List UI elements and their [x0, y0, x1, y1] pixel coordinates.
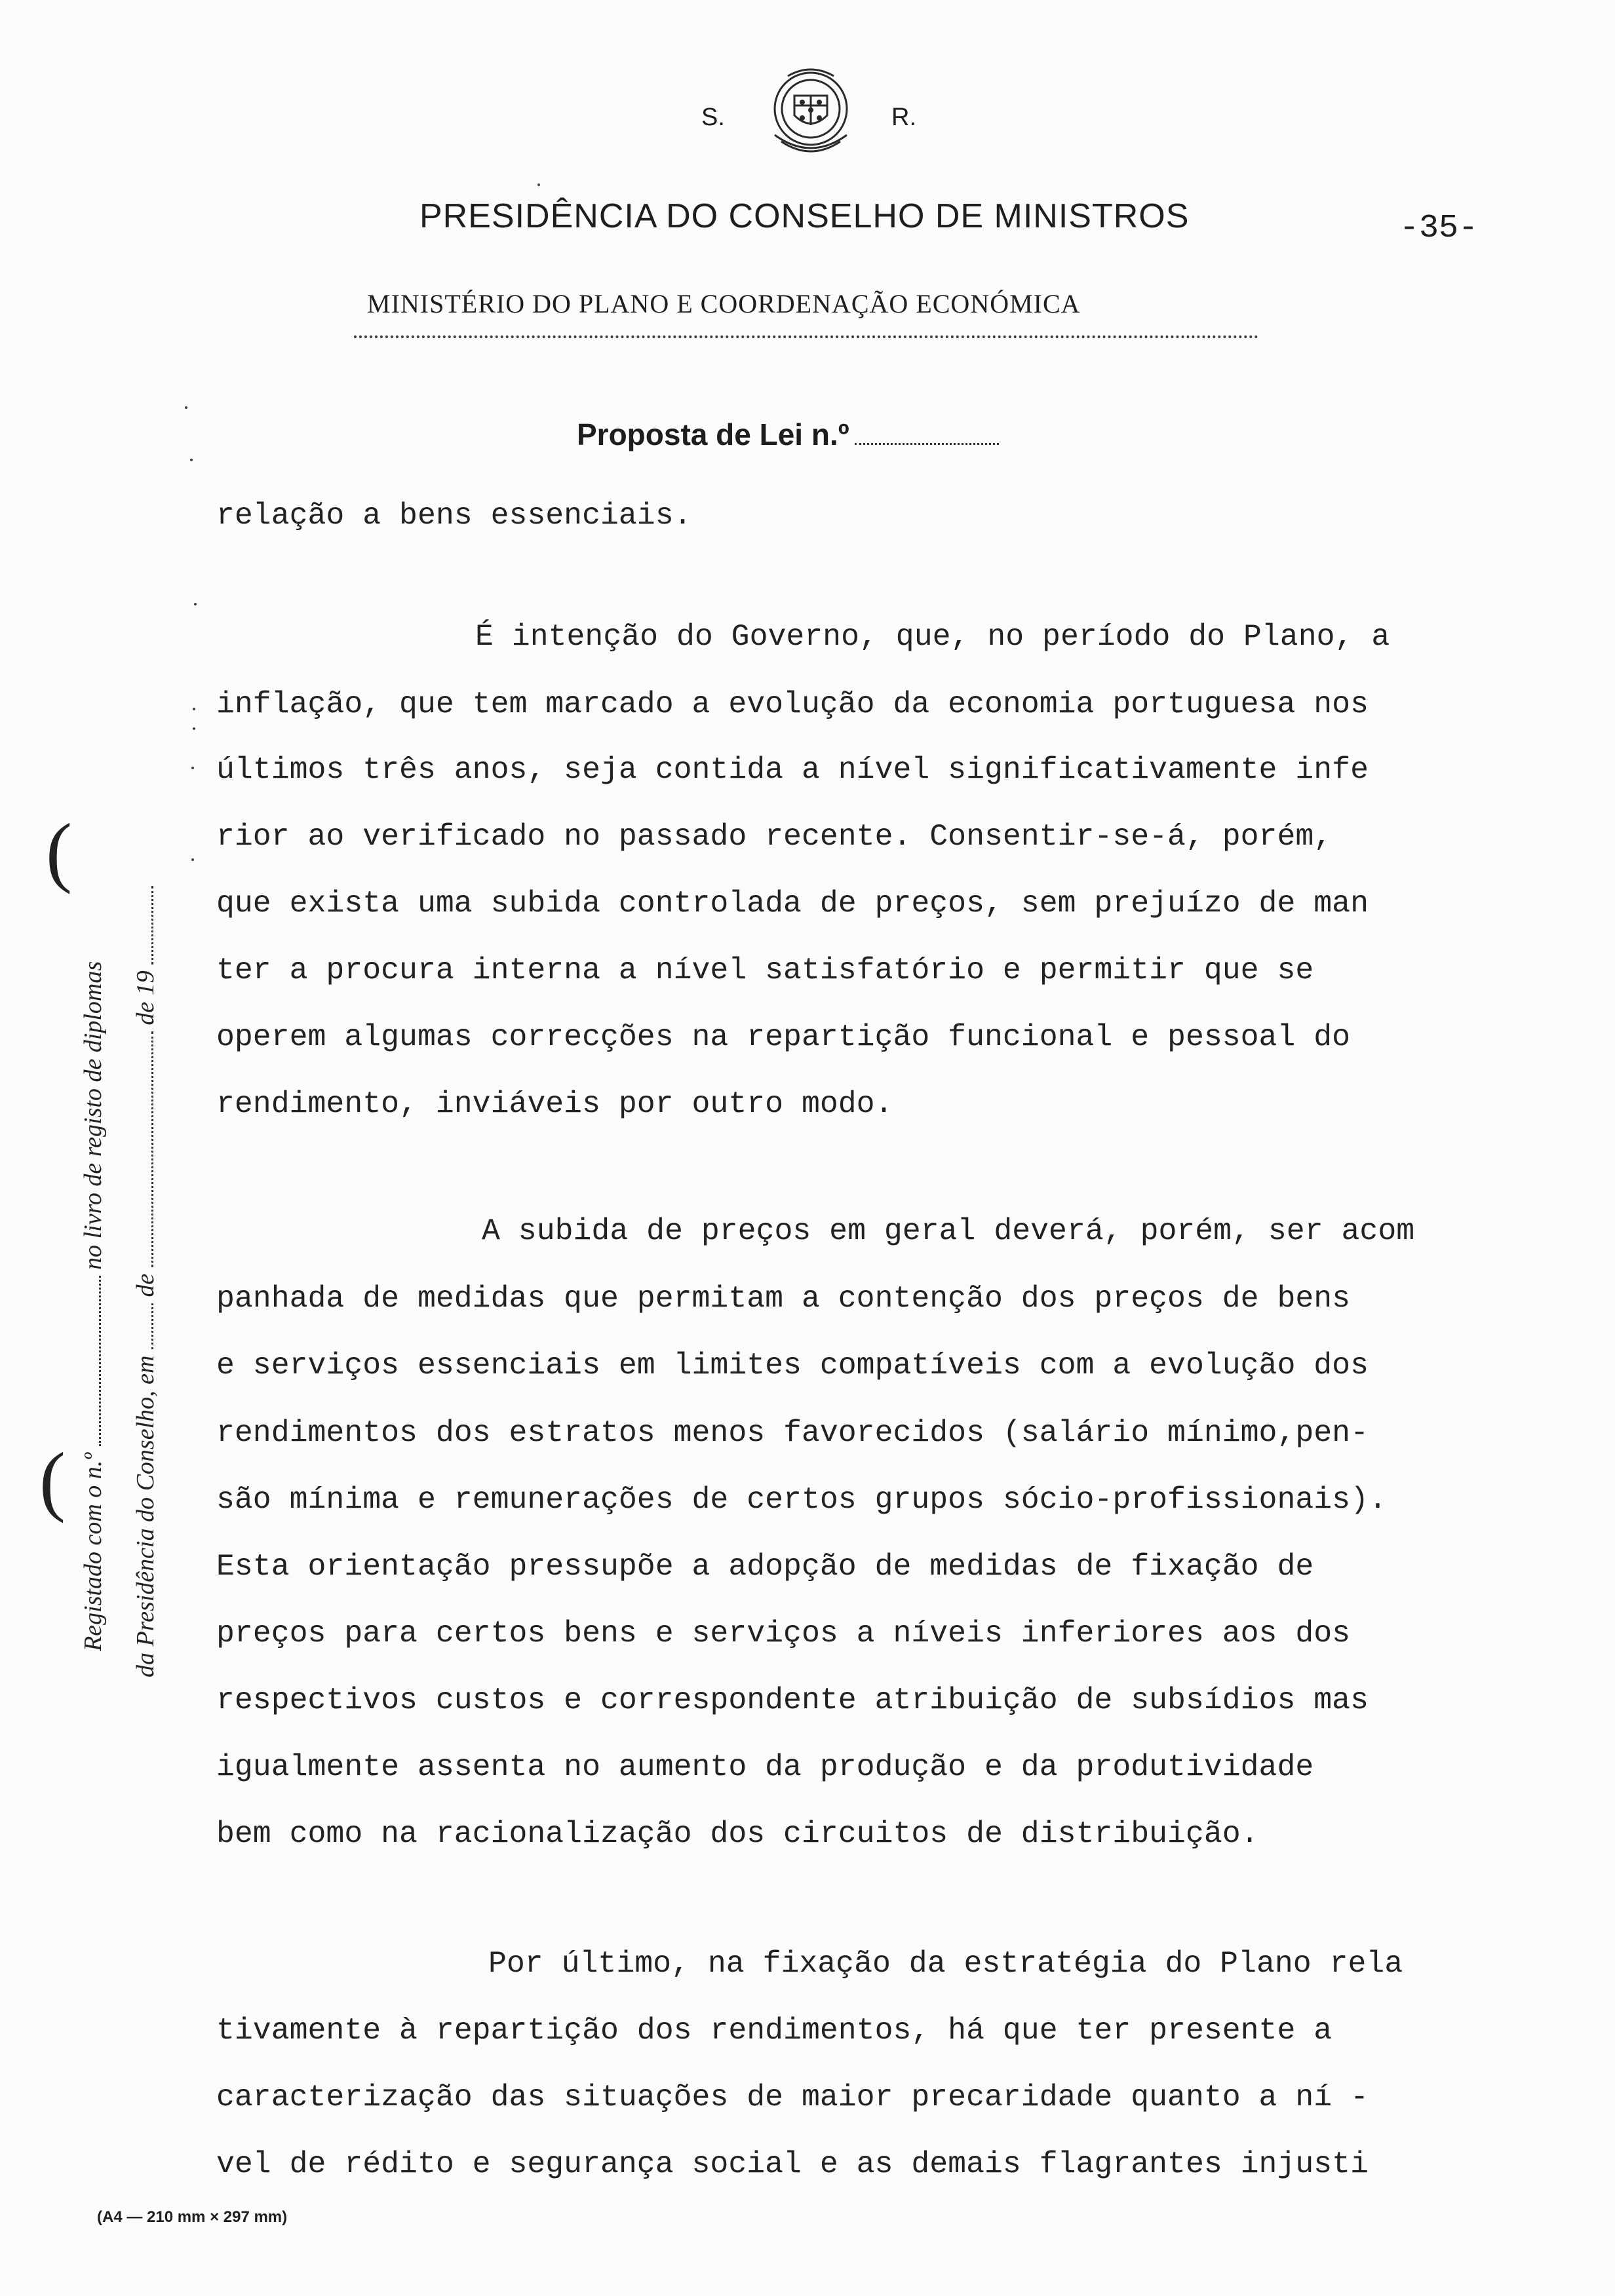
scan-speck — [191, 767, 194, 769]
body-line: rendimentos dos estratos menos favorecidos (salário mínimo,pen- — [216, 1415, 1369, 1450]
body-line: rendimento, inviáveis por outro modo. — [216, 1086, 893, 1121]
body-line: vel de rédito e segurança social e as demais flagrantes injusti — [216, 2147, 1369, 2181]
registration-de-label: de — [132, 1273, 159, 1297]
registration-margin-stamp — [52, 760, 184, 1677]
body-line: bem como na racionalização dos circuitos de distribuição. — [216, 1816, 1259, 1851]
body-line: igualmente assenta no aumento da produção e da produtividade — [216, 1750, 1314, 1784]
proposta-number-blank — [855, 436, 999, 445]
page-number: -35- — [1399, 210, 1479, 247]
registration-year-blank — [146, 886, 153, 965]
scan-speck — [190, 459, 193, 461]
proposta-heading — [577, 417, 999, 452]
body-line: rior ao verificado no passado recente. Consentir-se-á, porém, — [216, 819, 1333, 854]
registration-month-blank — [146, 1031, 153, 1267]
body-line: respectivos custos e correspondente atribuição de subsídios mas — [216, 1683, 1369, 1717]
registration-line-1 — [79, 961, 107, 1651]
crest-letter-left: S. — [701, 104, 725, 131]
paper-format-note: (A4 — 210 mm × 297 mm) — [97, 2208, 288, 2226]
scan-speck — [191, 858, 194, 861]
body-line: operem algumas correcções na repartição funcional e pessoal do — [216, 1020, 1351, 1054]
body-line: Esta orientação pressupõe a adopção de medidas de fixação de — [216, 1549, 1314, 1584]
body-line: caracterização das situações de maior precaridade quanto a ní - — [216, 2080, 1369, 2114]
scan-speck — [537, 183, 540, 186]
registration-date-label: da Presidência do Conselho, em — [132, 1355, 159, 1677]
body-line: panhada de medidas que permitam a contenção dos preços de bens — [216, 1281, 1351, 1316]
scan-speck — [193, 727, 195, 730]
body-line: últimos três anos, seja contida a nível significativamente infe — [216, 752, 1369, 787]
stamp-brace-top: ( — [46, 807, 72, 894]
scan-speck — [193, 708, 195, 710]
ministerio-subtitle: MINISTÉRIO DO PLANO E COORDENAÇÃO ECONÓMICA — [367, 289, 1081, 318]
body-line: que exista uma subida controlada de preços, sem prejuízo de man — [216, 886, 1369, 921]
presidencia-title: PRESIDÊNCIA DO CONSELHO DE MINISTROS — [419, 197, 1190, 235]
proposta-label: Proposta de Lei n.º — [577, 417, 849, 451]
ministerio-dotted-rule — [354, 335, 1258, 338]
body-line: e serviços essenciais em limites compatíveis com a evolução dos — [216, 1348, 1369, 1383]
body-line: preços para certos bens e serviços a níveis inferiores aos dos — [216, 1616, 1351, 1651]
registration-line-2 — [131, 886, 160, 1677]
scan-speck — [194, 603, 197, 605]
registration-book-label: no livro de registo de diplomas — [79, 961, 107, 1270]
coat-of-arms-header — [695, 63, 918, 174]
coat-of-arms-icon — [749, 63, 873, 168]
registration-year-label: de 19 — [132, 970, 159, 1025]
registration-number-blank — [94, 1276, 101, 1446]
body-line: tivamente à repartição dos rendimentos, há que ter presente a — [216, 2013, 1333, 2048]
body-line: relação a bens essenciais. — [216, 498, 692, 533]
registration-day-blank — [146, 1303, 153, 1349]
stamp-brace-bottom: ( — [39, 1436, 66, 1523]
body-line: inflação, que tem marcado a evolução da economia portuguesa nos — [216, 687, 1369, 721]
body-line: Por último, na fixação da estratégia do Plano rela — [488, 1946, 1403, 1981]
scan-speck — [185, 406, 187, 409]
body-line: ter a procura interna a nível satisfatório e permitir que se — [216, 953, 1314, 987]
body-line: A subida de preços em geral deverá, porém, ser acom — [482, 1214, 1415, 1248]
crest-letter-right: R. — [891, 104, 916, 131]
body-line: são mínima e remunerações de certos grupos sócio-profissionais). — [216, 1482, 1387, 1517]
registration-label: Registado com o n.º — [79, 1452, 107, 1651]
body-line: É intenção do Governo, que, no período do Plano, a — [475, 619, 1390, 654]
